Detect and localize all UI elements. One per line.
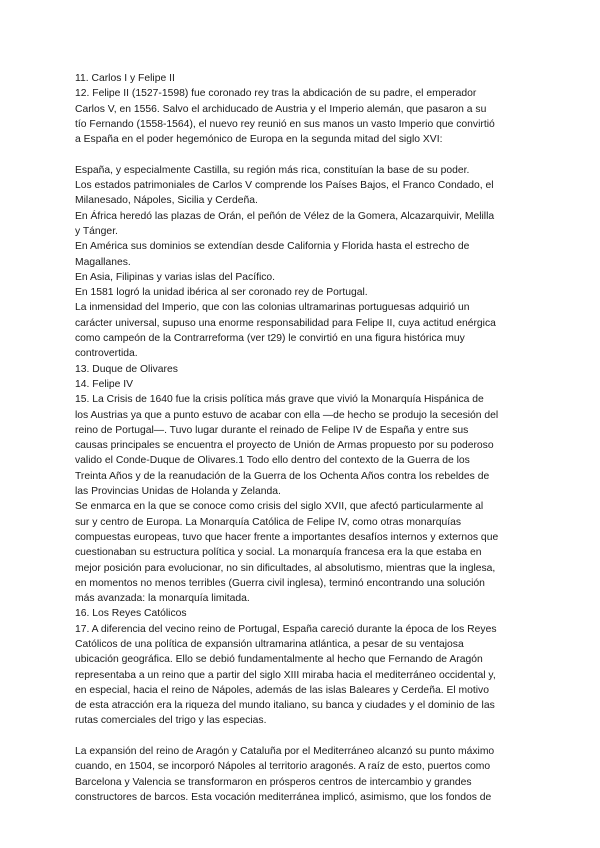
text-line: en momentos no menos terribles (Guerra civil inglesa), terminó encontrando una solución [75, 577, 485, 589]
text-line: 17. A diferencia del vecino reino de Portugal, España careció durante la época de los Reyes [75, 623, 497, 635]
text-line: controvertida. [75, 348, 138, 360]
text-line: Magallanes. [75, 256, 131, 268]
text-line: cuestionaban su estructura política y social. La monarquía francesa era la que estaba en [75, 547, 482, 559]
text-line: más avanzada: la monarquía limitada. [75, 593, 250, 605]
text-line: carácter universal, supuso una enorme responsabilidad para Felipe II, cuya actitud enérgica [75, 317, 496, 329]
text-line: como campeón de la Contrarreforma (ver t29) le convirtió en una figura histórica muy [75, 333, 465, 345]
text-line: cuando, en 1504, se incorporó Nápoles al territorio aragonés. A raíz de esto, puertos como [75, 761, 491, 773]
text-line: sur y centro de Europa. La Monarquía Católica de Felipe IV, como otras monarquías [75, 516, 461, 528]
text-line: 16. Los Reyes Católicos [75, 608, 187, 620]
text-line: 15. La Crisis de 1640 fue la crisis política más grave que vivió la Monarquía Hispánica de [75, 394, 484, 406]
text-line: Se enmarca en la que se conoce como crisis del siglo XVII, que afectó particularmente al [75, 501, 484, 513]
text-line: En América sus dominios se extendían desde California y Florida hasta el estrecho de [75, 241, 470, 253]
text-line: compuestas europeas, tuvo que hacer frente a importantes desafíos internos y externos que [75, 531, 499, 543]
text-line: Los estados patrimoniales de Carlos V comprende los Países Bajos, el Franco Condado, el [75, 180, 494, 192]
text-line: En África heredó las plazas de Orán, el peñón de Vélez de la Gomera, Alcazarquivir, Melilla [75, 210, 495, 222]
text-line: Treinta Años y de la reanudación de la Guerra de los Ochenta Años contra los rebeldes de [75, 470, 490, 482]
text-line: 11. Carlos I y Felipe II [75, 73, 175, 84]
text-line: La inmensidad del Imperio, que con las colonias ultramarinas portuguesas adquirió un [75, 302, 470, 314]
text-line: Barcelona y Valencia se transformaron en prósperos centros de intercambio y grandes [75, 776, 472, 788]
text-line: las Provincias Unidas de Holanda y Zelanda. [75, 486, 281, 498]
text-line: Carlos V, en 1556. Salvo el archiducado de Austria y el Imperio alemán, que pasaron a su [75, 103, 487, 115]
text-line: Milanesado, Nápoles, Sicilia y Cerdeña. [75, 195, 258, 207]
text-line: 13. Duque de Olivares [75, 363, 178, 375]
text-line: y Tánger. [75, 225, 118, 237]
document-body [75, 71, 530, 805]
text-line: 14. Felipe IV [75, 378, 134, 390]
text-line: España, y especialmente Castilla, su región más rica, constituían la base de su poder. [75, 164, 470, 176]
text-line: constructores de barcos. Esta vocación mediterránea implicó, asimismo, que los fondos de [75, 791, 492, 803]
text-line: ubicación geográfica. Ello se debió fundamentalmente al hecho que Fernando de Aragón [75, 654, 483, 666]
blank-line [75, 147, 530, 162]
text-line: en especial, hacia el reino de Nápoles, además de las islas Baleares y Cerdeña. El motivo [75, 684, 489, 696]
text-line: a España en el poder hegemónico de Europa en la segunda mitad del siglo XVI: [75, 134, 443, 146]
text-line: rutas comerciales del trigo y las especias. [75, 715, 267, 727]
text-line: valido el Conde-Duque de Olivares.1 Todo ello dentro del contexto de la Guerra de los [75, 455, 470, 467]
text-line: representaba a un reino que a partir del siglo XIII miraba hacia el mediterráneo occidental y, [75, 669, 496, 681]
text-line: La expansión del reino de Aragón y Cataluña por el Mediterráneo alcanzó su punto máximo [75, 746, 495, 758]
text-line: Católicos de una política de expansión ultramarina atlántica, a pesar de su ventajosa [75, 638, 464, 650]
text-line: de esta atracción era la riqueza del mundo italiano, su banca y ciudades y el dominio de las [75, 700, 495, 712]
text-line: mejor posición para evolucionar, no sin dificultades, al absolutismo, mientras que la inglesa, [75, 562, 496, 574]
text-line: tío Fernando (1558-1564), el nuevo rey reunió en sus manos un vasto Imperio que convirtió [75, 118, 495, 130]
text-line: reino de Portugal—. Tuvo lugar durante el reinado de Felipe IV de España y entre sus [75, 424, 469, 436]
text-line: los Austrias ya que a punto estuvo de acabar con ella —de hecho se produjo la secesión del [75, 409, 499, 421]
text-line: 12. Felipe II (1527-1598) fue coronado rey tras la abdicación de su padre, el emperador [75, 88, 477, 100]
blank-line [75, 729, 530, 744]
text-line: En 1581 logró la unidad ibérica al ser coronado rey de Portugal. [75, 287, 368, 299]
text-line: causas principales se encuentra el proyecto de Unión de Armas propuesto por su poderoso [75, 440, 494, 452]
text-line: En Asia, Filipinas y varias islas del Pacífico. [75, 271, 276, 283]
